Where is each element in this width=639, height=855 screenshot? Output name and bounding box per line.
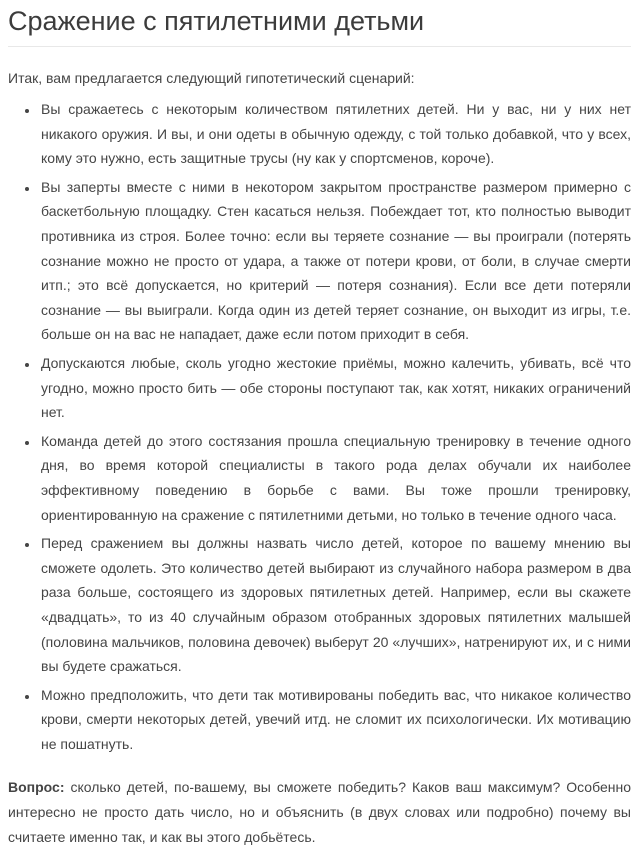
question-paragraph — [8, 775, 631, 855]
question-label: Вопрос: — [8, 779, 65, 796]
intro-paragraph: Итак, вам предлагается следующий гипотетический сценарий: — [8, 70, 415, 87]
page-title: Сражение с пятилетними детьми — [8, 6, 425, 36]
list-item: • Допускаются любые, сколь угодно жестокие приёмы, можно калечить, убивать, всё что угодно, можно просто бить — обе стороны поступают так, как хотят, никаких ограничений нет. — [39, 351, 631, 425]
question-text: сколько детей, по-вашему, вы сможете победить? Каков ваш максимум? Особенно интересно не просто дать число, но и объяснить (в двух словах или подробно) почему вы считаете именно так, и как вы этого добьётесь. — [8, 779, 631, 845]
list-item: • Команда детей до этого состязания прошла специальную тренировку в течение одного дня, во время которой специалисты в такого рода делах обучали их наиболее эффективному поведению в борьбе с вами. Вы тоже прошли тренировку, ориентированную на сражение с пятилетними детьми, но только в течение одного часа. — [39, 429, 631, 527]
scenario-list — [8, 97, 631, 756]
list-item: • Можно предположить, что дети так мотивированы победить вас, что никакое количество крови, смерти некоторых детей, увечий итд. не сломит их психологически. Их мотивацию не пошатнуть. — [39, 683, 631, 757]
list-item: • Вы заперты вместе с ними в некотором закрытом пространстве размером примерно с баскетбольную площадку. Стен касаться нельзя. Побеждает тот, кто полностью выводит противника из строя. Более точно: если вы теряете сознание — вы проиграли (потерять сознание можно не просто от удара, а также от потери крови, от боли, в случае смерти итп.; это всё допускается, но критерий — потеря сознания). Если все дети потеряли сознание — вы выиграли. Когда один из детей теряет сознание, он выходит из игры, т.е. больше он на вас не нападает, даже если потом приходит в себя. — [39, 175, 631, 347]
title-divider — [8, 46, 631, 47]
list-item: • Вы сражаетесь с некоторым количеством пятилетних детей. Ни у вас, ни у них нет никакого оружия. И вы, и они одеты в обычную одежду, с той только добавкой, что у всех, кому это нужно, есть защитные трусы (ну как у спортсменов, короче). — [39, 97, 631, 171]
list-item: • Перед сражением вы должны назвать число детей, которое по вашему мнению вы сможете одолеть. Это количество детей выбирают из случайного набора размером в два раза больше, состоящего из здоровых пятилетных детей. Например, если вы скажете «двадцать», то из 40 случайным образом отобранных здоровых пятилетних малышей (половина мальчиков, половина девочек) выберут 20 «лучших», натренируют их, и с ними вы будете сражаться. — [39, 531, 631, 679]
